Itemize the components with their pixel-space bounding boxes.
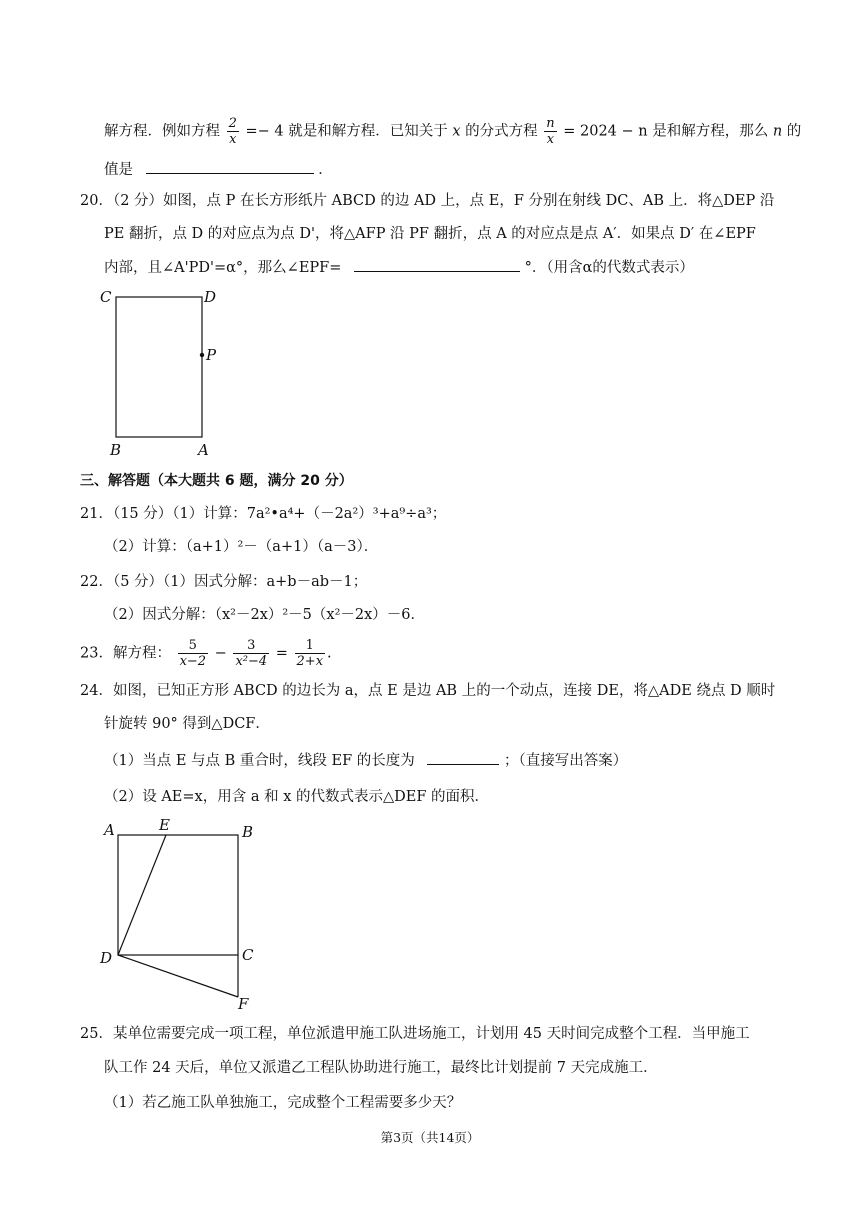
q19-answer-blank[interactable] — [146, 159, 314, 174]
q24-figure — [96, 815, 266, 1011]
q22-line2: （2）因式分解：（x²－2x）²－5（x²－2x）－6． — [104, 607, 426, 623]
q24-line1 — [80, 681, 775, 701]
q22-number: 22． — [80, 574, 113, 590]
q21-line1 — [80, 504, 446, 524]
q23-frac2-num: 3 — [233, 638, 269, 654]
q22-line1 — [80, 572, 367, 592]
q23-frac3-den: 2+x — [296, 654, 324, 669]
section-3-heading: 三、解答题（本大题共 6 题，满分 20 分） — [80, 473, 353, 489]
q19-frac2-num: n — [546, 116, 555, 131]
q19-text-value: 值是 — [104, 162, 133, 178]
q24-label-e: E — [159, 816, 170, 834]
q23-number: 23． — [80, 645, 113, 662]
q20-line3 — [104, 257, 694, 278]
q25-number: 25． — [80, 1026, 113, 1042]
q24-square — [118, 835, 238, 955]
q24-segment-df — [118, 955, 238, 997]
q24-text-3b: ；（直接写出答案） — [503, 753, 628, 769]
q23-fraction-2 — [233, 638, 269, 669]
q19-frac2-den: x — [546, 132, 555, 147]
q19-text-e: 的 — [786, 123, 802, 140]
q20-text-3a: 内部，且∠A'PD'=α°，那么∠EPF= — [104, 260, 342, 276]
q24-segment-de — [118, 835, 166, 955]
q23-fraction-1 — [178, 638, 209, 669]
q20-text-3b: °．（用含α的代数式表示） — [524, 260, 694, 276]
q25-line2: 队工作 24 天后，单位又派遣乙工程队协助进行施工，最终比计划提前 7 天完成施工． — [104, 1060, 658, 1076]
q19-frac1-num: 2 — [228, 116, 237, 131]
q19-line1 — [104, 116, 801, 147]
q25-line1 — [80, 1024, 750, 1044]
q23-period: . — [327, 645, 332, 662]
q19-fraction-1 — [227, 116, 239, 147]
q21-number: 21． — [80, 506, 113, 522]
q19-var-x: x — [452, 123, 461, 140]
q24-label-c: C — [242, 946, 254, 964]
q25-text-1: 某单位需要完成一项工程，单位派遣甲施工队进场施工，计划用 45 天时间完成整个工程．当甲施工 — [112, 1026, 750, 1042]
q24-label-a: A — [104, 821, 115, 839]
q24-text-1: 如图，已知正方形 ABCD 的边长为 a，点 E 是边 AB 上的一个动点，连接 DE，将△ADE 绕点 D 顺时 — [112, 683, 776, 699]
q24-line3 — [104, 750, 627, 771]
q20-number: 20． — [80, 193, 113, 209]
q20-line2: PE 翻折，点 D 的对应点为点 D'，将△AFP 沿 PF 翻折，点 A 的对应点是点 A′．如果点 D′ 在∠EPF — [104, 226, 756, 242]
q19-frac1-den: x — [229, 132, 237, 147]
q23-frac3-num: 1 — [295, 638, 326, 654]
q20-answer-blank[interactable] — [354, 257, 520, 272]
q19-text-end: ． — [318, 162, 333, 178]
q20-line1 — [80, 191, 774, 211]
q19-line2 — [104, 159, 333, 180]
q23-lead: 解方程： — [112, 645, 171, 662]
q19-text-b: =− 4 就是和解方程．已知关于 — [245, 123, 448, 140]
q20-point-p — [200, 353, 204, 357]
q22-text-1: （5 分）（1）因式分解：a+b－ab－1； — [112, 574, 368, 590]
q24-label-d: D — [100, 949, 113, 967]
q24-label-f: F — [238, 995, 249, 1011]
q19-text-c: 的分式方程 — [465, 123, 538, 140]
q20-label-p: P — [206, 346, 217, 364]
q24-number: 24． — [80, 683, 113, 699]
q20-text-1: （2 分）如图，点 P 在长方形纸片 ABCD 的边 AD 上，点 E，F 分别在射线 DC、AB 上．将△DEP 沿 — [112, 193, 775, 209]
q24-line4: （2）设 AE=x，用含 a 和 x 的代数式表示△DEF 的面积． — [104, 789, 490, 805]
q21-line2: （2）计算：（a+1）²－（a+1）（a－3）． — [104, 539, 379, 555]
q24-label-b: B — [242, 823, 254, 841]
q23-equals: = — [275, 645, 288, 662]
q24-line2: 针旋转 90° 得到△DCF． — [104, 716, 270, 732]
q20-label-c: C — [100, 288, 112, 306]
q24-text-3a: （1）当点 E 与点 B 重合时，线段 EF 的长度为 — [104, 753, 415, 769]
q23-frac2-den: x²−4 — [235, 654, 268, 669]
q20-label-a: A — [198, 441, 209, 459]
q19-text-d: = 2024 − n 是和解方程，那么 — [563, 123, 769, 140]
page-footer: 第3页（共14页） — [380, 1130, 480, 1145]
q23-fraction-3 — [295, 638, 326, 669]
q19-text-a: 解方程．例如方程 — [104, 123, 220, 140]
q24-answer-blank[interactable] — [427, 750, 499, 765]
q23-line — [80, 638, 332, 669]
q25-line3: （1）若乙施工队单独施工，完成整个工程需要多少天？ — [104, 1095, 462, 1111]
q19-fraction-2 — [544, 116, 556, 147]
q19-var-n: n — [772, 123, 783, 140]
q20-rectangle — [116, 297, 202, 437]
q20-label-b: B — [110, 441, 122, 459]
q21-text-1: （15 分）（1）计算：7a²•a⁴+（－2a²）³+a⁹÷a³； — [112, 506, 447, 522]
q23-frac1-den: x−2 — [179, 654, 207, 669]
q20-figure — [96, 285, 236, 461]
q20-label-d: D — [204, 288, 217, 306]
q23-frac1-num: 5 — [178, 638, 209, 654]
q23-minus: − — [214, 645, 227, 662]
